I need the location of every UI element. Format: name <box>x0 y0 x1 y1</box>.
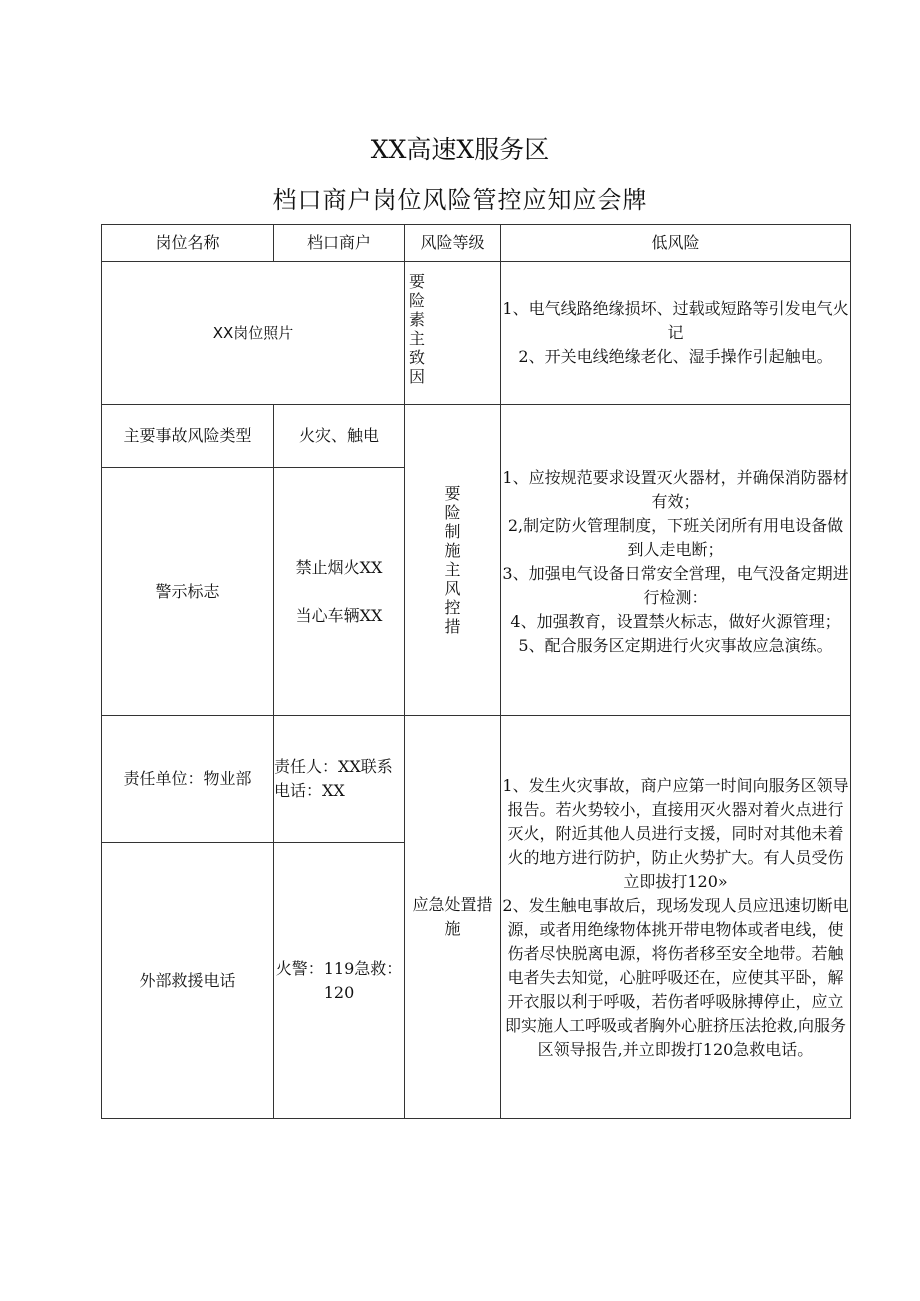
main-risk-factors-label: 要险素主致因 <box>409 272 426 386</box>
page-title: XX高速X服务区 <box>370 135 550 164</box>
risk-factor-row <box>102 262 851 405</box>
warning-sign-cell <box>274 468 405 716</box>
control-measure-item: 1、应按规范要求设置灭火器材，并确保消防器材有效； <box>502 468 849 511</box>
risk-factor-item: 2、开关电线绝缘老化、湿手操作引起触电。 <box>518 347 833 366</box>
emergency-label-cell <box>405 716 501 1119</box>
control-measure-item: 5、配合服务区定期进行火灾事故应急演练。 <box>518 636 833 655</box>
emergency-item: 1、发生火灾事故，商户应第一时间向服务区领导报告。若火势较小，直接用灭火器对着火点进行灭火，附近其他人员进行支援，同时对其他未着火的地方进行防护，防止火势扩大。有人员受伤立即拔打120» <box>502 776 849 891</box>
main-risk-factors-list <box>501 262 851 405</box>
main-risk-factors-label-cell <box>405 262 501 405</box>
accident-type-row <box>102 405 851 468</box>
warning-sign-no-fire: 禁止烟火XX <box>295 557 383 577</box>
responsibility-row <box>102 716 851 843</box>
control-measure-item: 4、加强教育，设置禁火标志，做好火源管理； <box>510 612 841 631</box>
risk-factor-item: 1、电气线路绝缘损坏、过载或短路等引发电气火记 <box>502 299 849 342</box>
rescue-phone: 火警：119急救：120 <box>274 843 405 1119</box>
warning-sign-label: 警示标志 <box>102 468 274 716</box>
control-measures-label-cell <box>405 405 501 716</box>
page-subtitle: 档口商户岗位风险管控应知应会牌 <box>272 186 648 214</box>
risk-level-value: 低风险 <box>501 225 851 262</box>
control-measures-label: 要险制施主风控措 <box>444 484 461 636</box>
header-row <box>102 225 851 262</box>
post-name-value: 档口商户 <box>274 225 405 262</box>
control-measure-item: 2,制定防火管理制度，下班关闭所有用电设备做到人走电断； <box>507 516 844 559</box>
emergency-label: 应急处置措施 <box>412 895 493 938</box>
post-name-label: 岗位名称 <box>102 225 274 262</box>
control-measure-item: 3、加强电气设备日常安全営理，电气没备定期进行检测： <box>502 564 849 607</box>
risk-control-table <box>101 224 851 1119</box>
emergency-measures-list <box>501 716 851 1119</box>
responsible-person: 责任人：XX联系电话：XX <box>274 716 405 843</box>
emergency-item: 2、发生触电事故后，现场发现人员应迅速切断电源，或者用绝缘物体挑开带电物体或者电线，使伤者尽快脱离电源，将伤者移至安全地带。若触电者失去知觉，心脏呼吸还在，应使其平卧，解开衣服以利于呼吸，若伤者呼吸脉搏停止，应立即实施人工呼吸或者胸外心脏挤压法抢救,向服务区领导报告,并立即拨打120急救电话。 <box>502 896 849 1059</box>
risk-level-label: 风险等级 <box>405 225 501 262</box>
accident-type-label: 主要事故风险类型 <box>102 405 274 468</box>
control-measures-list <box>501 405 851 716</box>
rescue-label: 外部救援电话 <box>102 843 274 1119</box>
warning-sign-vehicles: 当心车辆XX <box>295 605 383 625</box>
post-photo-placeholder: XX岗位照片 <box>102 262 405 405</box>
responsible-unit: 责任单位：物业部 <box>102 716 274 843</box>
accident-type-value: 火灾、触电 <box>274 405 405 468</box>
